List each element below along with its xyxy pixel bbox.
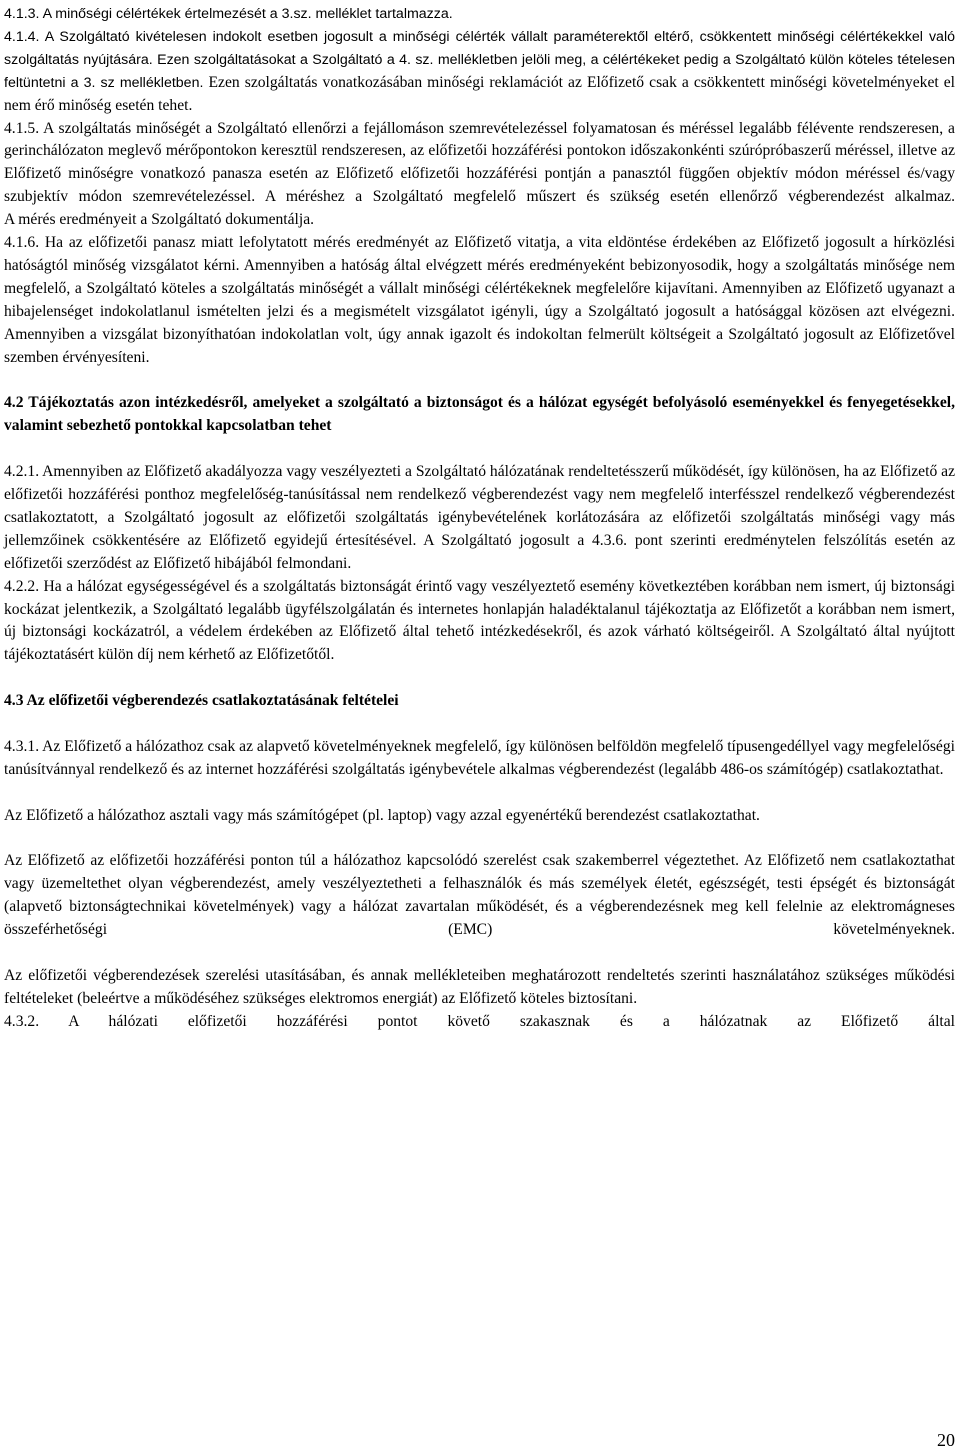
spacer: [4, 713, 955, 736]
spacer: [4, 370, 955, 393]
page-number: 20: [937, 1430, 955, 1450]
paragraph-number: 4.1.4.: [4, 28, 40, 45]
paragraph-4-2-1: [4, 461, 955, 576]
paragraph-text: Ha a hálózat egységességével és a szolgáltatás biztonságát érintő vagy veszélyeztető esemény következtében korábban nem ismert, új biztonsági kockázat jelentkezik, a Szolgáltató legalább ügyfélszolgálatán és internetes honlapján haladéktalanul tájékoztatja az Előfizetőt a korábban nem ismert, új biztonsági kockázatról, a védelem érdekében az Előfizető által tehető intézkedésekről, és azok várható költségeiről. A Szolgáltató által nyújtott tájékoztatásért külön díj nem kérhető az Előfizetőtől.: [4, 577, 955, 664]
paragraph-number: 4.1.5.: [4, 119, 40, 137]
paragraph-text: A minőségi célértékek értelmezését a 3.sz. melléklet tartalmazza.: [42, 6, 453, 22]
document-page: [4, 3, 955, 1034]
paragraph-number: 4.2.2.: [4, 577, 40, 595]
paragraph-text: Az Előfizető a hálózathoz csak az alapvető követelményeknek megfelelő, így különösen belföldön megfelelő típusengedéllyel vagy megfelelőségi tanúsítvánnyal rendelkező és az internet hozzáférési szolgáltatás igénybevétele alkalmas végberendezést (legalább 486-os számítógép) csatlakoztathat.: [4, 737, 955, 778]
section-heading-4-2: 4.2 Tájékoztatás azon intézkedésről, amelyeket a szolgáltató a biztonságot és a hálózat egységét befolyásoló eseményekkel és fenyegetésekkel, valamint sebezhető pontokkal kapcsolatban tehet: [4, 394, 955, 435]
paragraph-number: 4.3.1.: [4, 737, 40, 755]
paragraph-4-1-6: [4, 232, 955, 369]
paragraph-text: A szolgáltatás minőségét a Szolgáltató ellenőrzi a fejállomáson szemrevételezéssel folyamatosan és méréssel legalább félévente rendszeresen, a gerinchálózaton meglevő mérőpontokon keresztül rendszeresen, az előfizetői hozzáférési pontokon időszakonkénti szúrópróbaszerű méréssel, illetve az Előfizető minőségre vonatkozó panasza esetén az Előfizető előfizetői hozzáférési pontján a panasztól függően objektív módon méréssel és/vagy szubjektív módon szemrevételezéssel. A méréshez a Szolgáltató megfelelő műszert és szükség esetén ellenőrző végberendezést alkalmaz.: [4, 119, 955, 206]
spacer: [4, 942, 955, 965]
paragraph-4-3-2: [4, 1011, 955, 1034]
paragraph-4-3-1: [4, 736, 955, 782]
paragraph-number: 4.1.6.: [4, 234, 40, 252]
paragraph-text: Amennyiben az Előfizető akadályozza vagy veszélyezteti a Szolgáltató hálózatának rendeltetésszerű működését, így különösen, ha az Előfizető az előfizetői hozzáférési ponthoz megfelelőség-tanúsítással nem rendelkező végberendezést vagy nem megfelelő interfésszel rendelkező végberendezést csatlakoztatott, a Szolgáltató jogosult az előfizetői szolgáltatás igénybevételének korlátozására az előfizetői szolgáltatás minőségi vagy más jellemzőinek csökkentésére az Előfizető egyidejű értesítésével. A Szolgáltató jogosult a 4.3.6. pont szerinti eredménytelen felszólítás esetén az előfizetői szerződést az Előfizető hibájából felmondani.: [4, 463, 955, 572]
paragraph-text: Ha az előfizetői panasz miatt lefolytatott mérés eredményét az Előfizető vitatja, a vita eldöntése érdekében az Előfizető jogosult a hírközlési hatóságtól minőség vizsgálatot kérni. Amennyiben a hatóság által elvégzett mérés eredményeként bebizonyosodik, hogy a szolgáltatás minősége nem megfelelő, a Szolgáltató köteles a szolgáltatás minőségét a vállalt minőségi célértékeknek megfelelőre kijavítani. Amennyiben az Előfizető ugyanazt a hibajelenséget indokolatlanul ismételten jelzi és a megismételt vizsgálatot igényli, úgy a Szolgáltató jogosult a hatósággal közösen azt elvégezni. Amennyiben a vizsgálat bizonyíthatóan indokolatlan volt, úgy annak igazolt és indokoltan felmerült költségeit a Szolgáltató jogosult az Előfizetővel szemben érvényesíteni.: [4, 234, 955, 366]
paragraph-text: A Szolgáltató kivételesen indokolt esetben jogosult a minőségi célérték vállalt paraméterektől eltérő, csökkentett minőségi célértékekkel való szolgáltatás nyújtására. Ezen szolgáltatásokat a Szolgáltató a 4. sz. mellékletben jelöli meg, a célértékeket pedig a Szolgáltató külön köteles tételesen feltüntetni a 3. sz mellékletben.: [4, 28, 955, 91]
paragraph-4-2-2: [4, 576, 955, 668]
paragraph-4-1-3: [4, 3, 955, 26]
paragraph-number: 4.2.1.: [4, 463, 40, 481]
paragraph-installation-by-professional: Az Előfizető az előfizetői hozzáférési ponton túl a hálózathoz kapcsolódó szerelést csak szakemberrel végeztethet. Az Előfizető nem csatlakoztathat vagy üzemeltethet olyan végberendezést, amely veszélyeztetheti a felhasználók és más személyek életét, egészségét, testi épségét és biztonságát (alapvető biztonságtechnikai követelmények) vagy a hálózat zavartalan működését, és a végberendezésnek meg kell felelnie az elektromágneses összeférhetőségi (EMC) követelményeknek.: [4, 852, 955, 939]
paragraph-text: A hálózati előfizetői hozzáférési pontot követő szakasznak és a hálózatnak az Előfizető által: [68, 1012, 955, 1030]
paragraph-number: 4.1.3.: [4, 6, 40, 22]
paragraph-4-1-5: [4, 118, 955, 210]
paragraph-4-1-5-continued: A mérés eredményeit a Szolgáltató dokumentálja.: [4, 211, 315, 229]
paragraph-operating-conditions: Az előfizetői végberendezések szerelési utasításában, és annak mellékleteiben meghatározott rendeltetés szerinti használatához szükséges működési feltételeket (beleértve a működéséhez szükséges elektromos energiát) az Előfizető köteles biztosítani.: [4, 966, 955, 1007]
section-heading-4-3: 4.3 Az előfizetői végberendezés csatlakoztatásának feltételei: [4, 692, 399, 710]
paragraph-4-1-4: [4, 26, 955, 118]
paragraph-text-continued: Ezen szolgáltatás vonatkozásában minőségi reklamációt az Előfizető csak a csökkentett minőségi követelményeket el nem érő minőség esetén tehet.: [4, 73, 956, 114]
spacer: [4, 438, 955, 461]
spacer: [4, 828, 955, 851]
paragraph-desktop-devices: Az Előfizető a hálózathoz asztali vagy más számítógépet (pl. laptop) vagy azzal egyenértékű berendezést csatlakoztathat.: [4, 806, 760, 824]
spacer: [4, 782, 955, 805]
paragraph-number: 4.3.2.: [4, 1012, 40, 1030]
spacer: [4, 667, 955, 690]
